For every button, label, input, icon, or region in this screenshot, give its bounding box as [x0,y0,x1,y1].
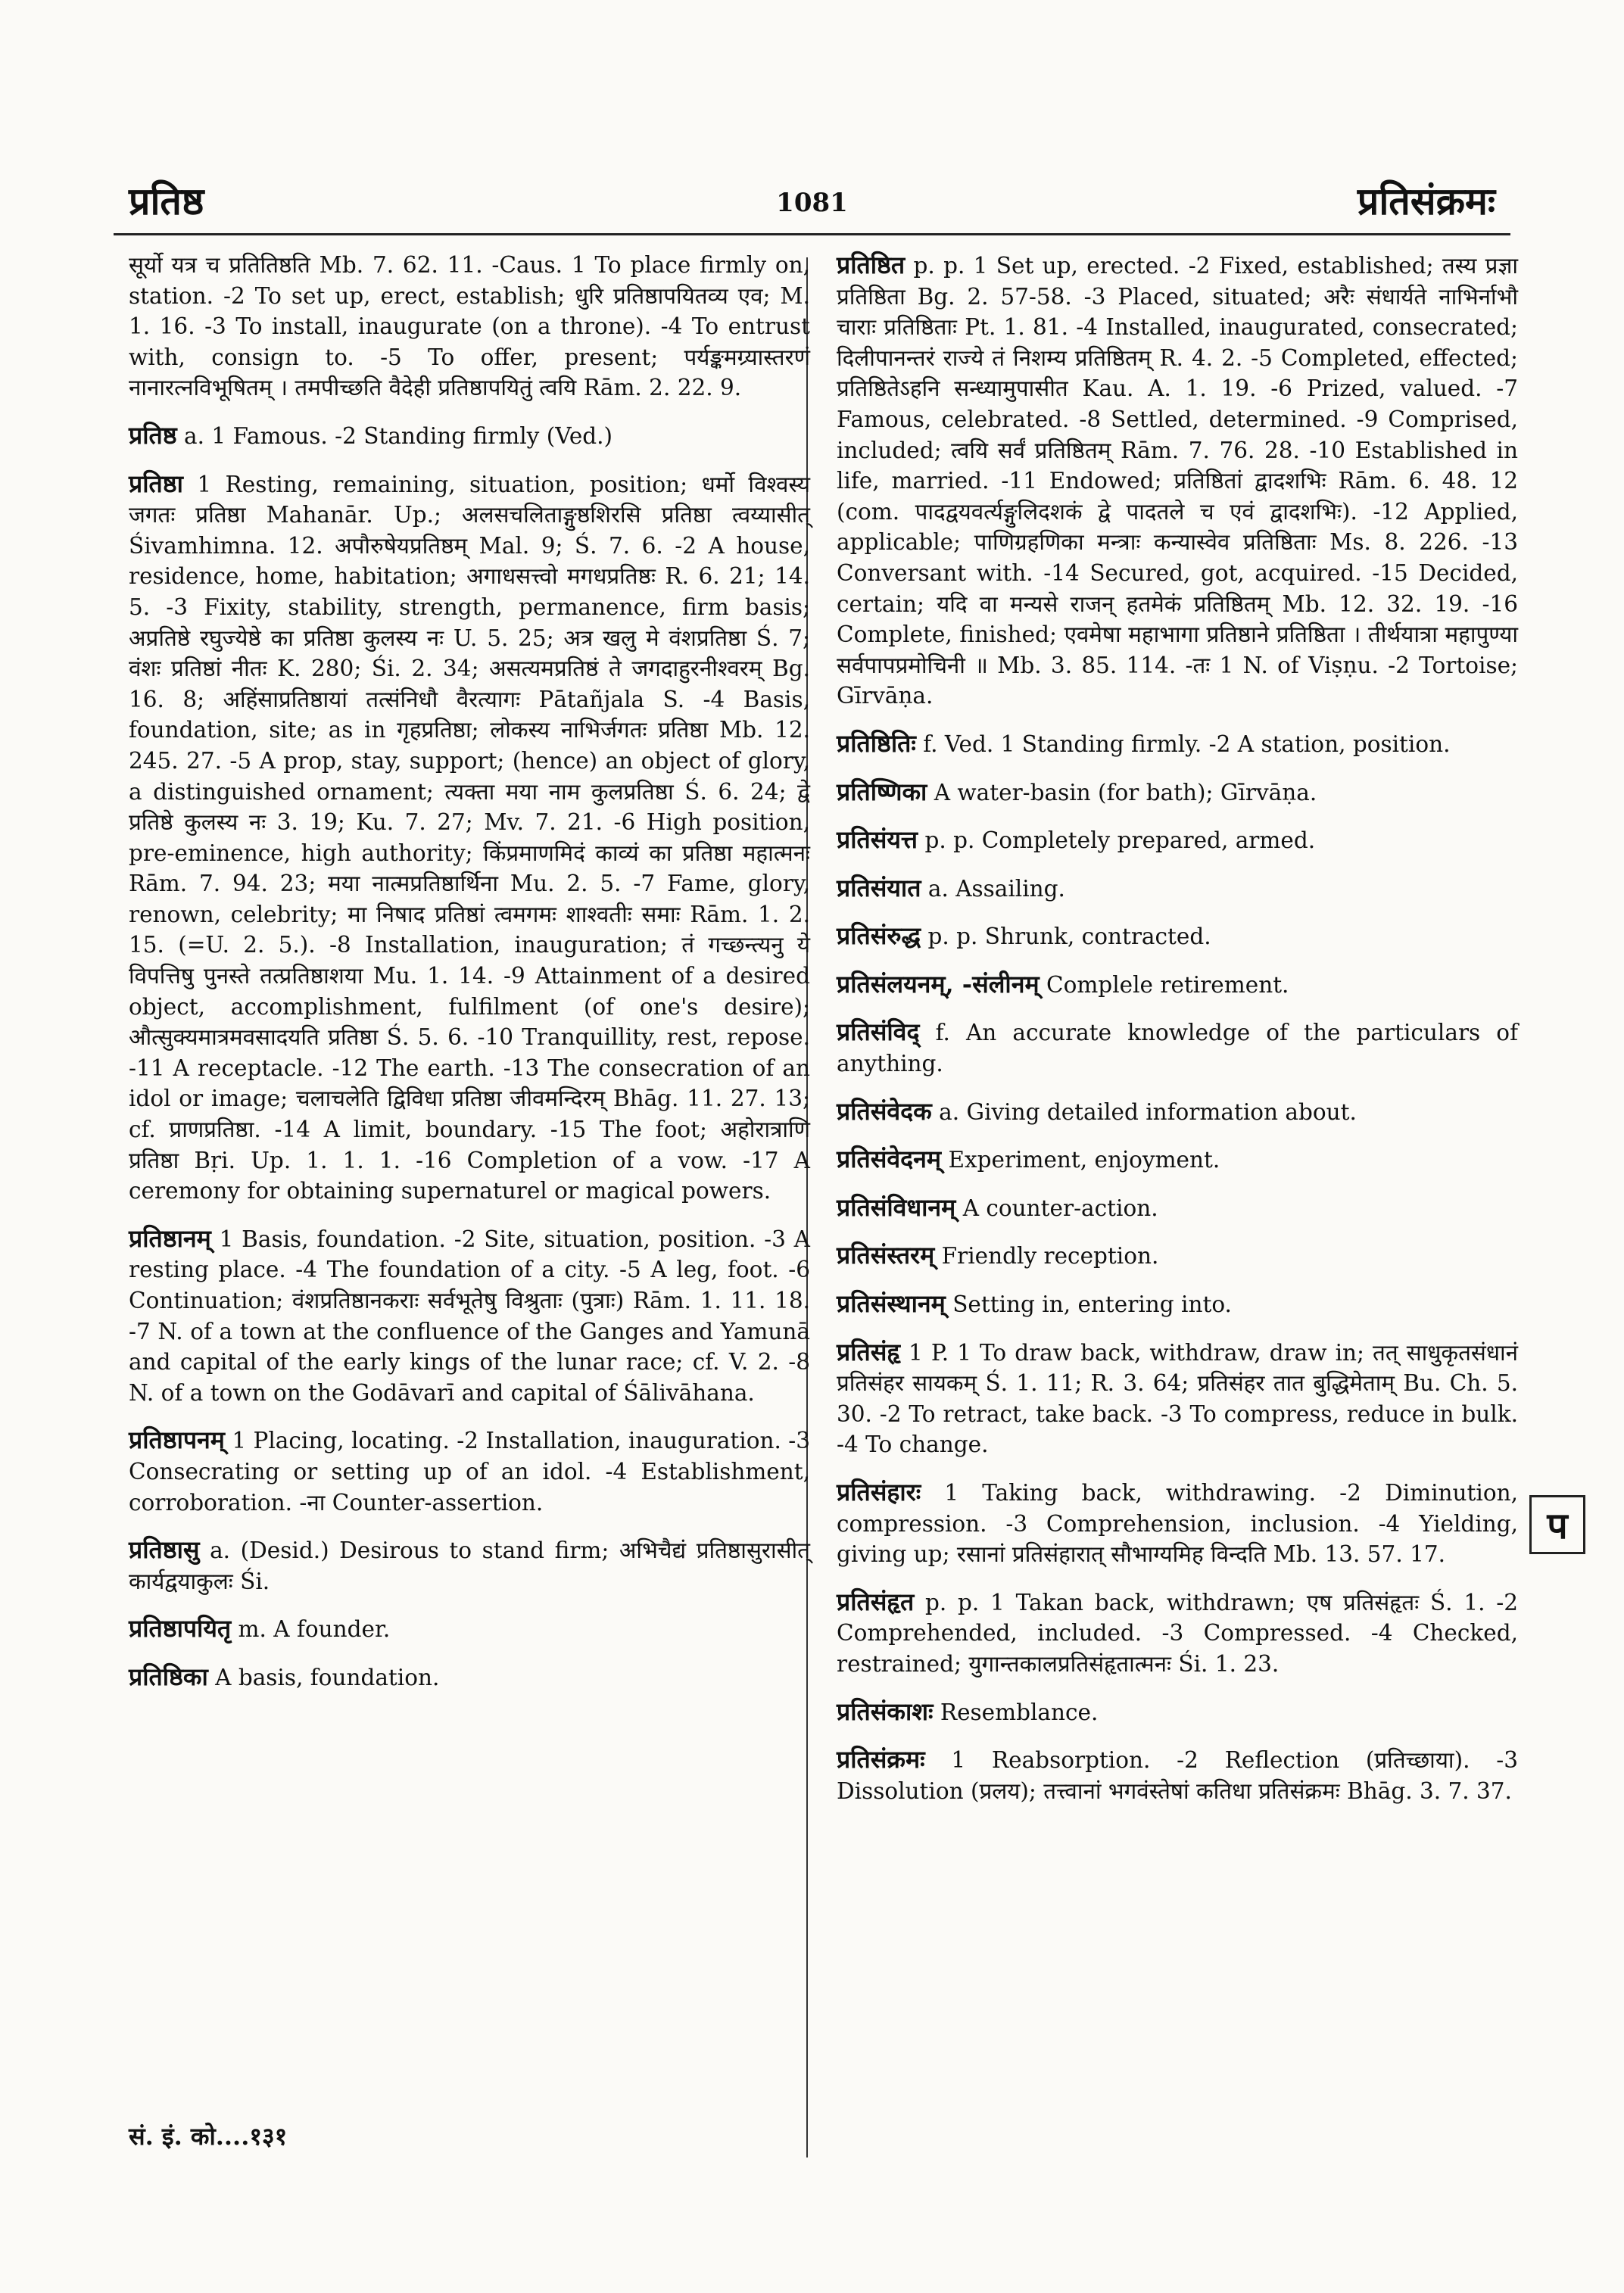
entry-headword: प्रतिसंरुद्ध [837,921,921,951]
dictionary-entry [837,1288,1518,1320]
entry-headword: प्रतिष्ठ [129,420,177,450]
entry-definition: p. p. Shrunk, contracted. [927,924,1211,950]
entry-headword: प्रतिष्णिका [837,777,927,806]
entry-definition: p. p. Completely prepared, armed. [924,827,1316,854]
entry-headword: प्रतिष्ठितिः [837,728,916,758]
entry-headword: प्रतिसंहृत [837,1587,915,1616]
entry-headword: प्रतिष्ठिका [129,1662,208,1691]
signature-mark: सं. इं. को....१३१ [129,2122,288,2151]
page-number: 1081 [776,188,848,218]
entry-headword: प्रतिसंवेदनम् [837,1145,942,1174]
dictionary-entry [129,469,810,1207]
entry-definition: 1 P. 1 To draw back, withdraw, draw in; तत् साधुकृतसंधानं प्रतिसंहर सायकम् Ś. 1. 11; R. 3. 64; प्रतिसंहर तात बुद्धिमेताम् Bu. Ch. 5. 30. -2 To retract, take back. -3 To compress, reduce in bulk. -4 To change. [837,1339,1518,1458]
entry-headword: प्रतिसंयात [837,873,921,902]
entry-headword: प्रतिसंकाशः [837,1696,934,1726]
entry-definition: f. Ved. 1 Standing firmly. -2 A station, position. [923,731,1451,757]
entry-definition: p. p. 1 Set up, erected. -2 Fixed, established; तस्य प्रज्ञा प्रतिष्ठिता Bg. 2. 57-58. -3 Placed, situated; अरैः संधार्यते नाभिर्नाभौ चाराः प्रतिष्ठिताः Pt. 1. 81. -4 Installed, inaugurated, consecrated; दिलीपानन्तरं राज्ये तं निशम्य प्रतिष्ठितम् R. 4. 2. -5 Completed, effected; प्रतिष्ठितेऽहनि सन्ध्यामुपासीत Kau. A. 1. 19. -6 Prized, valued. -7 Famous, celebrated. -8 Settled, determined. -9 Comprised, included; त्वयि सर्वं प्रतिष्ठितम् Rām. 7. 76. 28. -10 Established in life, married. -11 Endowed; प्रतिष्ठितां द्वादशभिः Rām. 6. 48. 12 (com. पादद्वयवर्त्यङ्गुलिदशकं द्वे पादतले च एवं द्वादशभिः). -12 Applied, applicable; पाणिग्रहणिका मन्त्राः कन्यास्वेव प्रतिष्ठिताः Ms. 8. 226. -13 Conversant with. -14 Secured, got, acquired. -15 Decided, certain; यदि वा मन्यसे राजन् हतमेकं प्रतिष्ठितम् Mb. 12. 32. 19. -16 Complete, finished; एवमेषा महाभागा प्रतिष्ठाने प्रतिष्ठिता । तीर्थयात्रा महापुण्या सर्वपापप्रमोचिनी ॥ Mb. 3. 85. 114. -तः 1 N. of Viṣṇu. -2 Tortoise; Gīrvāṇa. [837,253,1518,709]
dictionary-entry [837,1337,1518,1460]
entry-definition: a. Assailing. [927,875,1065,902]
dictionary-entry [837,1096,1518,1128]
dictionary-entry [837,824,1518,856]
dictionary-entry [129,1223,810,1409]
left-entry-list [129,420,810,1693]
entry-definition: a. (Desid.) Desirous to stand firm; अभिचैद्यं प्रतिष्ठासुरासीत् कार्यद्वयाकुलः Śi. [129,1537,810,1594]
dictionary-entry [129,1662,810,1693]
entry-definition: a. Giving detailed information about. [939,1098,1357,1125]
dictionary-entry [837,1477,1518,1570]
left-column [129,250,810,1710]
dictionary-entry [837,969,1518,1001]
entry-definition: Friendly reception. [941,1243,1159,1270]
entry-headword: प्रतिसंहारः [837,1478,921,1506]
entry-headword: प्रतिसंवेदक [837,1096,932,1126]
entry-headword: प्रतिष्ठानम् [129,1223,211,1253]
dictionary-entry [837,1744,1518,1806]
entry-definition: Experiment, enjoyment. [948,1147,1220,1173]
entry-headword: प्रतिसंविधानम् [837,1192,956,1222]
dictionary-entry [837,1240,1518,1272]
entry-definition: 1 Reabsorption. -2 Reflection (प्रतिच्छाया). -3 Dissolution (प्रलय); तत्त्वानां भगवंस्तेषां कतिधा प्रतिसंक्रमः Bhāg. 3. 7. 37. [837,1747,1518,1804]
dictionary-entry [837,921,1518,952]
entry-headword: प्रतिसंलयनम्, -संलीनम् [837,969,1040,999]
continuation-text: सूर्यो यत्र च प्रतितिष्ठति Mb. 7. 62. 11. -Caus. 1 To place firmly on, station. -2 To set up, erect, establish; धुरि प्रतिष्ठापयितव्य एव; M. 1. 16. -3 To install, inaugurate (on a throne). -4 To entrust with, consign to. -5 To offer, present; पर्यङ्कमग्र्यास्तरणं नानारत्नविभूषितम् । तमपीच्छति वैदेही प्रतिष्ठापयितुं त्वयि Rām. 2. 22. 9. [129,252,810,401]
entry-definition: Resemblance. [940,1699,1099,1725]
dictionary-entry [837,250,1518,712]
dictionary-entry [837,1696,1518,1728]
entry-definition: 1 Placing, locating. -2 Installation, inauguration. -3 Consecrating or setting up of an idol. -4 Establishment, corroboration. -ना Counter-assertion. [129,1428,810,1516]
entry-definition: Setting in, entering into. [952,1291,1232,1318]
entry-headword: प्रतिष्ठापयितृ [129,1614,232,1643]
entry-definition: 1 Resting, remaining, situation, position; धर्मो विश्वस्य जगतः प्रतिष्ठा Mahanār. Up.; अलसचलिताङ्गुष्ठशिरसि प्रतिष्ठा त्वय्यासीत् Śivamhimna. 12. अपौरुषेयप्रतिष्ठम् Mal. 9; Ś. 7. 6. -2 A house, residence, home, habitation; अगाधसत्त्वो मगधप्रतिष्ठः R. 6. 21; 14. 5. -3 Fixity, stability, strength, permanence, firm basis; अप्रतिष्ठे रघुज्येष्ठे का प्रतिष्ठा कुलस्य नः U. 5. 25; अत्र खलु मे वंशप्रतिष्ठा Ś. 7; वंशः प्रतिष्ठां नीतः K. 280; Śi. 2. 34; असत्यमप्रतिष्ठं ते जगदाहुरनीश्वरम् Bg. 16. 8; अहिंसाप्रतिष्ठायां तत्संनिधौ वैरत्यागः Pātañjala S. -4 Basis, foundation, site; as in गृहप्रतिष्ठा; लोकस्य नाभिर्जगतः प्रतिष्ठा Mb. 12. 245. 27. -5 A prop, stay, support; (hence) an object of glory, a distinguished ornament; त्यक्ता मया नाम कुलप्रतिष्ठा Ś. 6. 24; द्वे प्रतिष्ठे कुलस्य नः 3. 19; Ku. 7. 27; Mv. 7. 21. -6 High position, pre-eminence, high authority; किंप्रमाणमिदं काव्यं का प्रतिष्ठा महात्मनः Rām. 7. 94. 23; मया नात्मप्रतिष्ठार्थिना Mu. 2. 5. -7 Fame, glory, renown, celebrity; मा निषाद प्रतिष्ठां त्वमगमः शाश्वतीः समाः Rām. 1. 2. 15. (=U. 2. 5.). -8 Installation, inauguration; तं गच्छन्त्यनु ये विपत्तिषु पुनस्ते तत्प्रतिष्ठाशया Mu. 1. 14. -9 Attainment of a desired object, accomplishment, fulfilment (of one's desire); औत्सुक्यमात्रमवसादयति प्रतिष्ठा Ś. 5. 6. -10 Tranquillity, rest, repose. -11 A receptacle. -12 The earth. -13 The consecration of an idol or image; चलाचलेति द्विविधा प्रतिष्ठा जीवमन्दिरम् Bhāg. 11. 27. 13; cf. प्राणप्रतिष्ठा. -14 A limit, boundary. -15 The foot; अहोरात्राणि प्रतिष्ठा Bṛi. Up. 1. 1. 1. -16 Completion of a vow. -17 A ceremony for obtaining supernaturel or magical powers. [129,471,810,1204]
dictionary-entry [837,1192,1518,1224]
entry-definition: A counter-action. [962,1195,1158,1221]
entry-definition: A basis, foundation. [215,1664,440,1690]
entry-definition: p. p. 1 Takan back, withdrawn; एष प्रतिसंहृतः Ś. 1. -2 Comprehended, included. -3 Compressed. -4 Checked, restrained; युगान्तकालप्रतिसंहृतात्मनः Śi. 1. 23. [837,1589,1518,1677]
right-column [837,250,1518,1823]
dictionary-entry [837,873,1518,905]
right-running-headword: प्रतिसंक्रमः [1357,179,1495,223]
entry-headword: प्रतिसंयत्त [837,825,918,855]
thumb-index-tab: प [1529,1495,1585,1554]
right-entry-list [837,250,1518,1806]
dictionary-entry [129,1425,810,1518]
entry-headword: प्रतिसंक्रमः [837,1745,925,1774]
entry-headword: प्रतिष्ठापनम् [129,1425,225,1455]
dictionary-entry [837,1587,1518,1680]
entry-definition: m. A founder. [238,1616,391,1643]
dictionary-entry [837,1144,1518,1176]
entry-headword: प्रतिष्ठासु [129,1535,200,1565]
dictionary-entry [837,1017,1518,1079]
entry-definition: 1 Taking back, withdrawing. -2 Diminution, compression. -3 Comprehension, inclusion. -4 Yielding, giving up; रसानां प्रतिसंहारात् सौभाग्यमिह विन्दति Mb. 13. 57. 17. [837,1480,1518,1568]
entry-definition: 1 Basis, foundation. -2 Site, situation, position. -3 A resting place. -4 The foundation of a city. -5 A leg, foot. -6 Continuation; वंशप्रतिष्ठानकराः सर्वभूतेषु विश्रुताः (पुत्राः) Rām. 1. 11. 18. -7 N. of a town at the confluence of the Ganges and Yamunā and capital of the early kings of the lunar race; cf. V. 2. -8 N. of a town on the Godāvarī and capital of Śālivāhana. [129,1226,810,1406]
entry-headword: प्रतिसंहृ [837,1337,900,1366]
entry-headword: प्रतिसंस्थानम् [837,1289,946,1319]
left-running-headword: प्रतिष्ठ [129,179,204,223]
dictionary-entry [129,420,810,452]
dictionary-entry [129,1534,810,1597]
entry-definition: a. 1 Famous. -2 Standing firmly (Ved.) [183,422,613,449]
page-header [114,174,1510,235]
entry-headword: प्रतिष्ठा [129,469,183,498]
entry-definition: A water-basin (for bath); Gīrvāṇa. [934,779,1317,805]
entry-definition: Complele retirement. [1046,971,1289,998]
entry-headword: प्रतिसंविद् [837,1017,920,1047]
dictionary-entry [837,728,1518,760]
entry-headword: प्रतिष्ठित [837,251,906,279]
dictionary-entry [837,777,1518,808]
entry-headword: प्रतिसंस्तरम् [837,1241,935,1270]
entry-definition: f. An accurate knowledge of the particulars of anything. [837,1020,1518,1077]
dictionary-entry [129,1613,810,1645]
header-rule [114,233,1510,235]
